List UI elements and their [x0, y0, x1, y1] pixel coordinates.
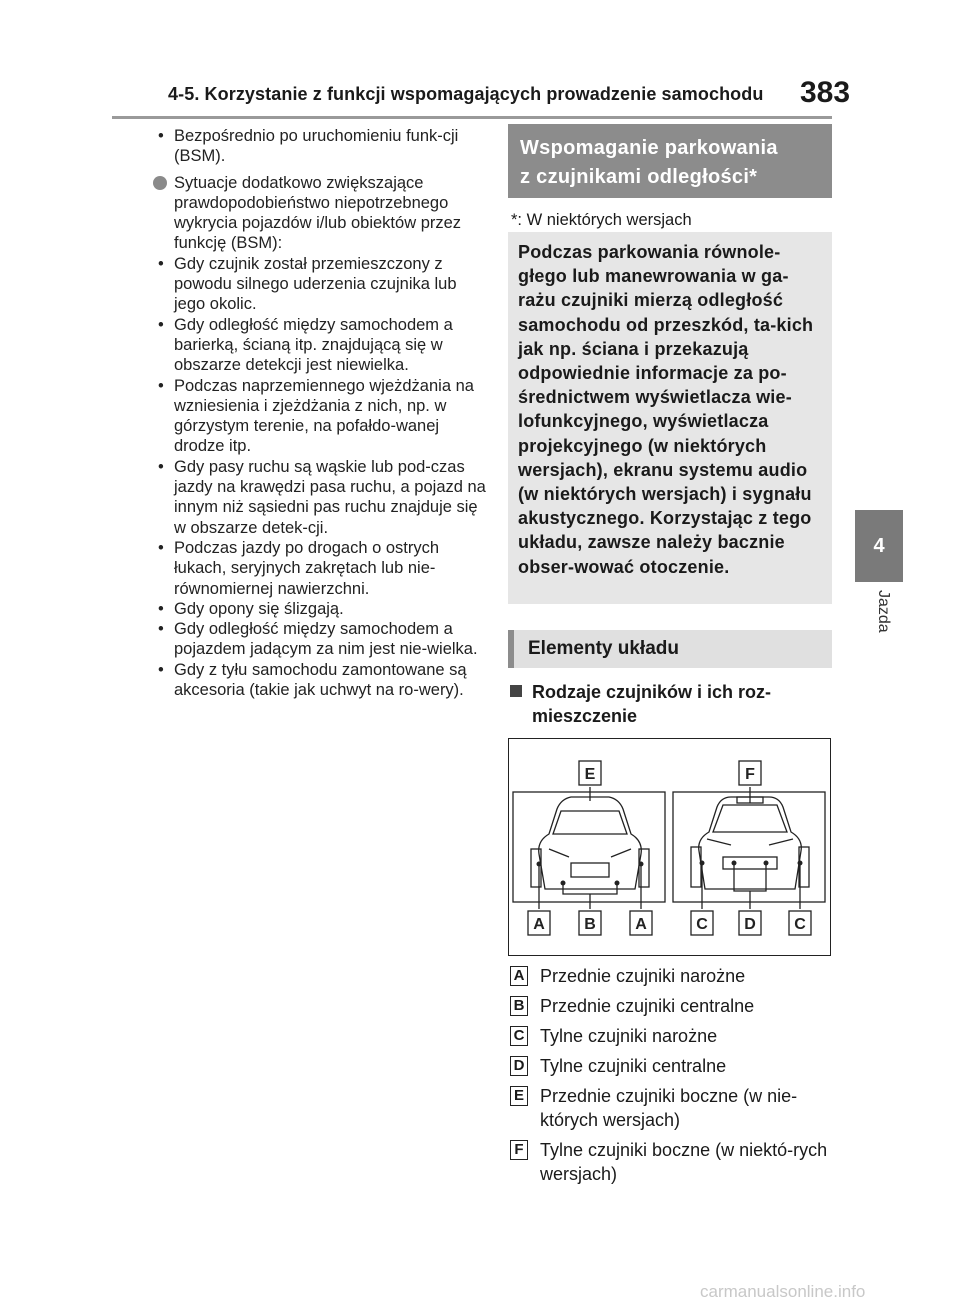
legend-key: F: [510, 1140, 528, 1160]
section-title-line: z czujnikami odległości*: [520, 166, 758, 188]
list-item-text: Bezpośrednio po uruchomieniu funk-cji (BSM).: [174, 127, 459, 166]
list-item: [152, 376, 492, 457]
running-header-title: 4-5. Korzystanie z funkcji wspomagających prowadzenie samochodu: [168, 84, 764, 104]
list-item-text: Podczas naprzemiennego wjeżdżania na wzniesienia i zjeżdżania z nich, np. w górzystym terenie, na pofałdo-wanej drodze itp.: [174, 376, 474, 456]
sensor-dot: [798, 861, 803, 866]
list-item-text: Gdy odległość między samochodem a barierką, ścianą itp. znajdującą się w obszarze detekcji jest niewielka.: [174, 315, 453, 375]
legend-text: Przednie czujniki centralne: [540, 996, 755, 1016]
front-headlights: [549, 849, 631, 857]
list-item: [152, 538, 492, 599]
square-bullet-icon: [510, 685, 522, 697]
leader-lines-b: [563, 883, 617, 909]
bullet-icon: •: [158, 315, 164, 334]
legend-text: Przednie czujniki boczne (w nie-których wersjach): [540, 1086, 798, 1130]
sensor-dot: [615, 881, 620, 886]
legend-item: [510, 1054, 840, 1078]
sensor-dot: [700, 861, 705, 866]
sensor-dot: [732, 861, 737, 866]
section-title: [508, 124, 832, 198]
subsection-heading: [508, 630, 832, 668]
watermark: carmanualsonline.info: [700, 1282, 866, 1301]
list-item-text: Gdy czujnik został przemieszczony z powodu silnego uderzenia czujnika lub jego okolic.: [174, 254, 457, 314]
list-item: [152, 254, 492, 315]
bullet-icon: •: [158, 620, 164, 639]
label-e: E: [584, 766, 596, 783]
list-item-text: Podczas jazdy po drogach o ostrych łukach, seryjnych zakrętach lub nie-równomiernej nawierzchni.: [174, 538, 440, 598]
list-item: [152, 457, 492, 538]
bullet-icon: •: [158, 457, 164, 476]
legend-item: [510, 964, 840, 988]
subsection-heading-text: Elementy układu: [528, 638, 679, 659]
bullet-icon: •: [158, 599, 164, 618]
legend-text: Tylne czujniki centralne: [540, 1056, 727, 1076]
sensor-dot: [639, 862, 644, 867]
sensor-dot: [537, 862, 542, 867]
footnote: *: W niektórych wersjach: [511, 211, 692, 229]
front-view-frame: [513, 792, 665, 902]
rear-car-body: [699, 797, 802, 889]
label-b: B: [584, 916, 596, 933]
list-item-text: Gdy odległość między samochodem a pojazdem jadącym za nim jest nie-wielka.: [174, 620, 478, 659]
legend-key: A: [510, 966, 528, 986]
chapter-tab-number: 4: [855, 510, 903, 582]
front-grille: [571, 863, 609, 877]
intro-box: Podczas parkowania równole-głego lub manewrowania w ga-rażu czujniki mierzą odległość samochodu od przeszkód, ta-kich jak np. ściana i przekazują odpowiednie informacje za po-średnictwem wyświetlacza wie-lofunkcyjnego, wyświetlacza projekcyjnego (w niektórych wersjach), ekranu systemu audio (w niektórych wersjach) i sygnału akustycznego. Korzystając z tego układu, zawsze należy bacznie obser-wować otoczenie.: [508, 232, 832, 604]
bullet-icon: •: [158, 538, 164, 557]
chapter-tab-label: Jazda: [875, 590, 892, 633]
section-title-line: Wspomaganie parkowania: [520, 137, 778, 159]
sensor-dot: [561, 881, 566, 886]
list-item: [152, 599, 492, 619]
legend-key: D: [510, 1056, 528, 1076]
legend-key: E: [510, 1086, 528, 1106]
sensor-location-diagram: [508, 738, 831, 956]
bullet-icon: •: [158, 254, 164, 273]
list-item: [152, 660, 492, 701]
label-f: F: [745, 766, 755, 783]
list-item: [152, 126, 492, 167]
label-a: A: [635, 916, 647, 933]
circle-bullet-icon: [153, 176, 167, 190]
page-number: 383: [800, 76, 851, 109]
list-item-text: Gdy z tyłu samochodu zamontowane są akcesoria (takie jak uchwyt na ro-wery).: [174, 660, 467, 700]
legend-item: [510, 1024, 840, 1048]
legend-key: B: [510, 996, 528, 1016]
heading-accent-bar: [508, 630, 514, 668]
legend-item: [510, 1084, 835, 1132]
rear-window: [713, 805, 787, 832]
legend-text: Przednie czujniki narożne: [540, 966, 746, 986]
rear-taillights: [707, 839, 793, 845]
list-item-text: Gdy opony się ślizgają.: [174, 599, 344, 618]
front-windshield: [553, 811, 627, 834]
list-item: [152, 619, 492, 660]
list-item-text: Gdy pasy ruchu są wąskie lub pod-czas jazdy na krawędzi pasa ruchu, a pojazd na innym niż sąsiedni pas ruchu znajduje się w obszarze detek-cji.: [174, 457, 486, 537]
bullet-icon: •: [158, 127, 164, 145]
label-d: D: [744, 916, 756, 933]
car-sensor-illustration: [509, 739, 829, 954]
circle-item-text: Sytuacje dodatkowo zwiększające prawdopodobieństwo niepotrzebnego wykrycia pojazdów i/lub obiektów przez funkcję (BSM):: [174, 173, 462, 253]
subsubsection-heading: [510, 680, 830, 728]
header-divider: [112, 116, 832, 119]
bullet-icon: •: [158, 660, 164, 679]
label-c: C: [696, 916, 708, 933]
label-a: A: [533, 916, 545, 933]
subsubsection-heading-text: Rodzaje czujników i ich roz-mieszczenie: [532, 682, 772, 726]
legend-text: Tylne czujniki boczne (w niektó-rych wersjach): [540, 1140, 828, 1184]
legend-key: C: [510, 1026, 528, 1046]
list-item: [152, 315, 492, 376]
sensor-dot: [764, 861, 769, 866]
legend-text: Tylne czujniki narożne: [540, 1026, 718, 1046]
left-column: [152, 126, 492, 700]
label-c: C: [794, 916, 806, 933]
bullet-icon: •: [158, 376, 164, 395]
legend-item: [510, 1138, 835, 1186]
sensor-dots: [537, 861, 803, 886]
legend-item: [510, 994, 840, 1018]
circle-item: [152, 173, 492, 254]
rear-plate: [723, 857, 777, 869]
